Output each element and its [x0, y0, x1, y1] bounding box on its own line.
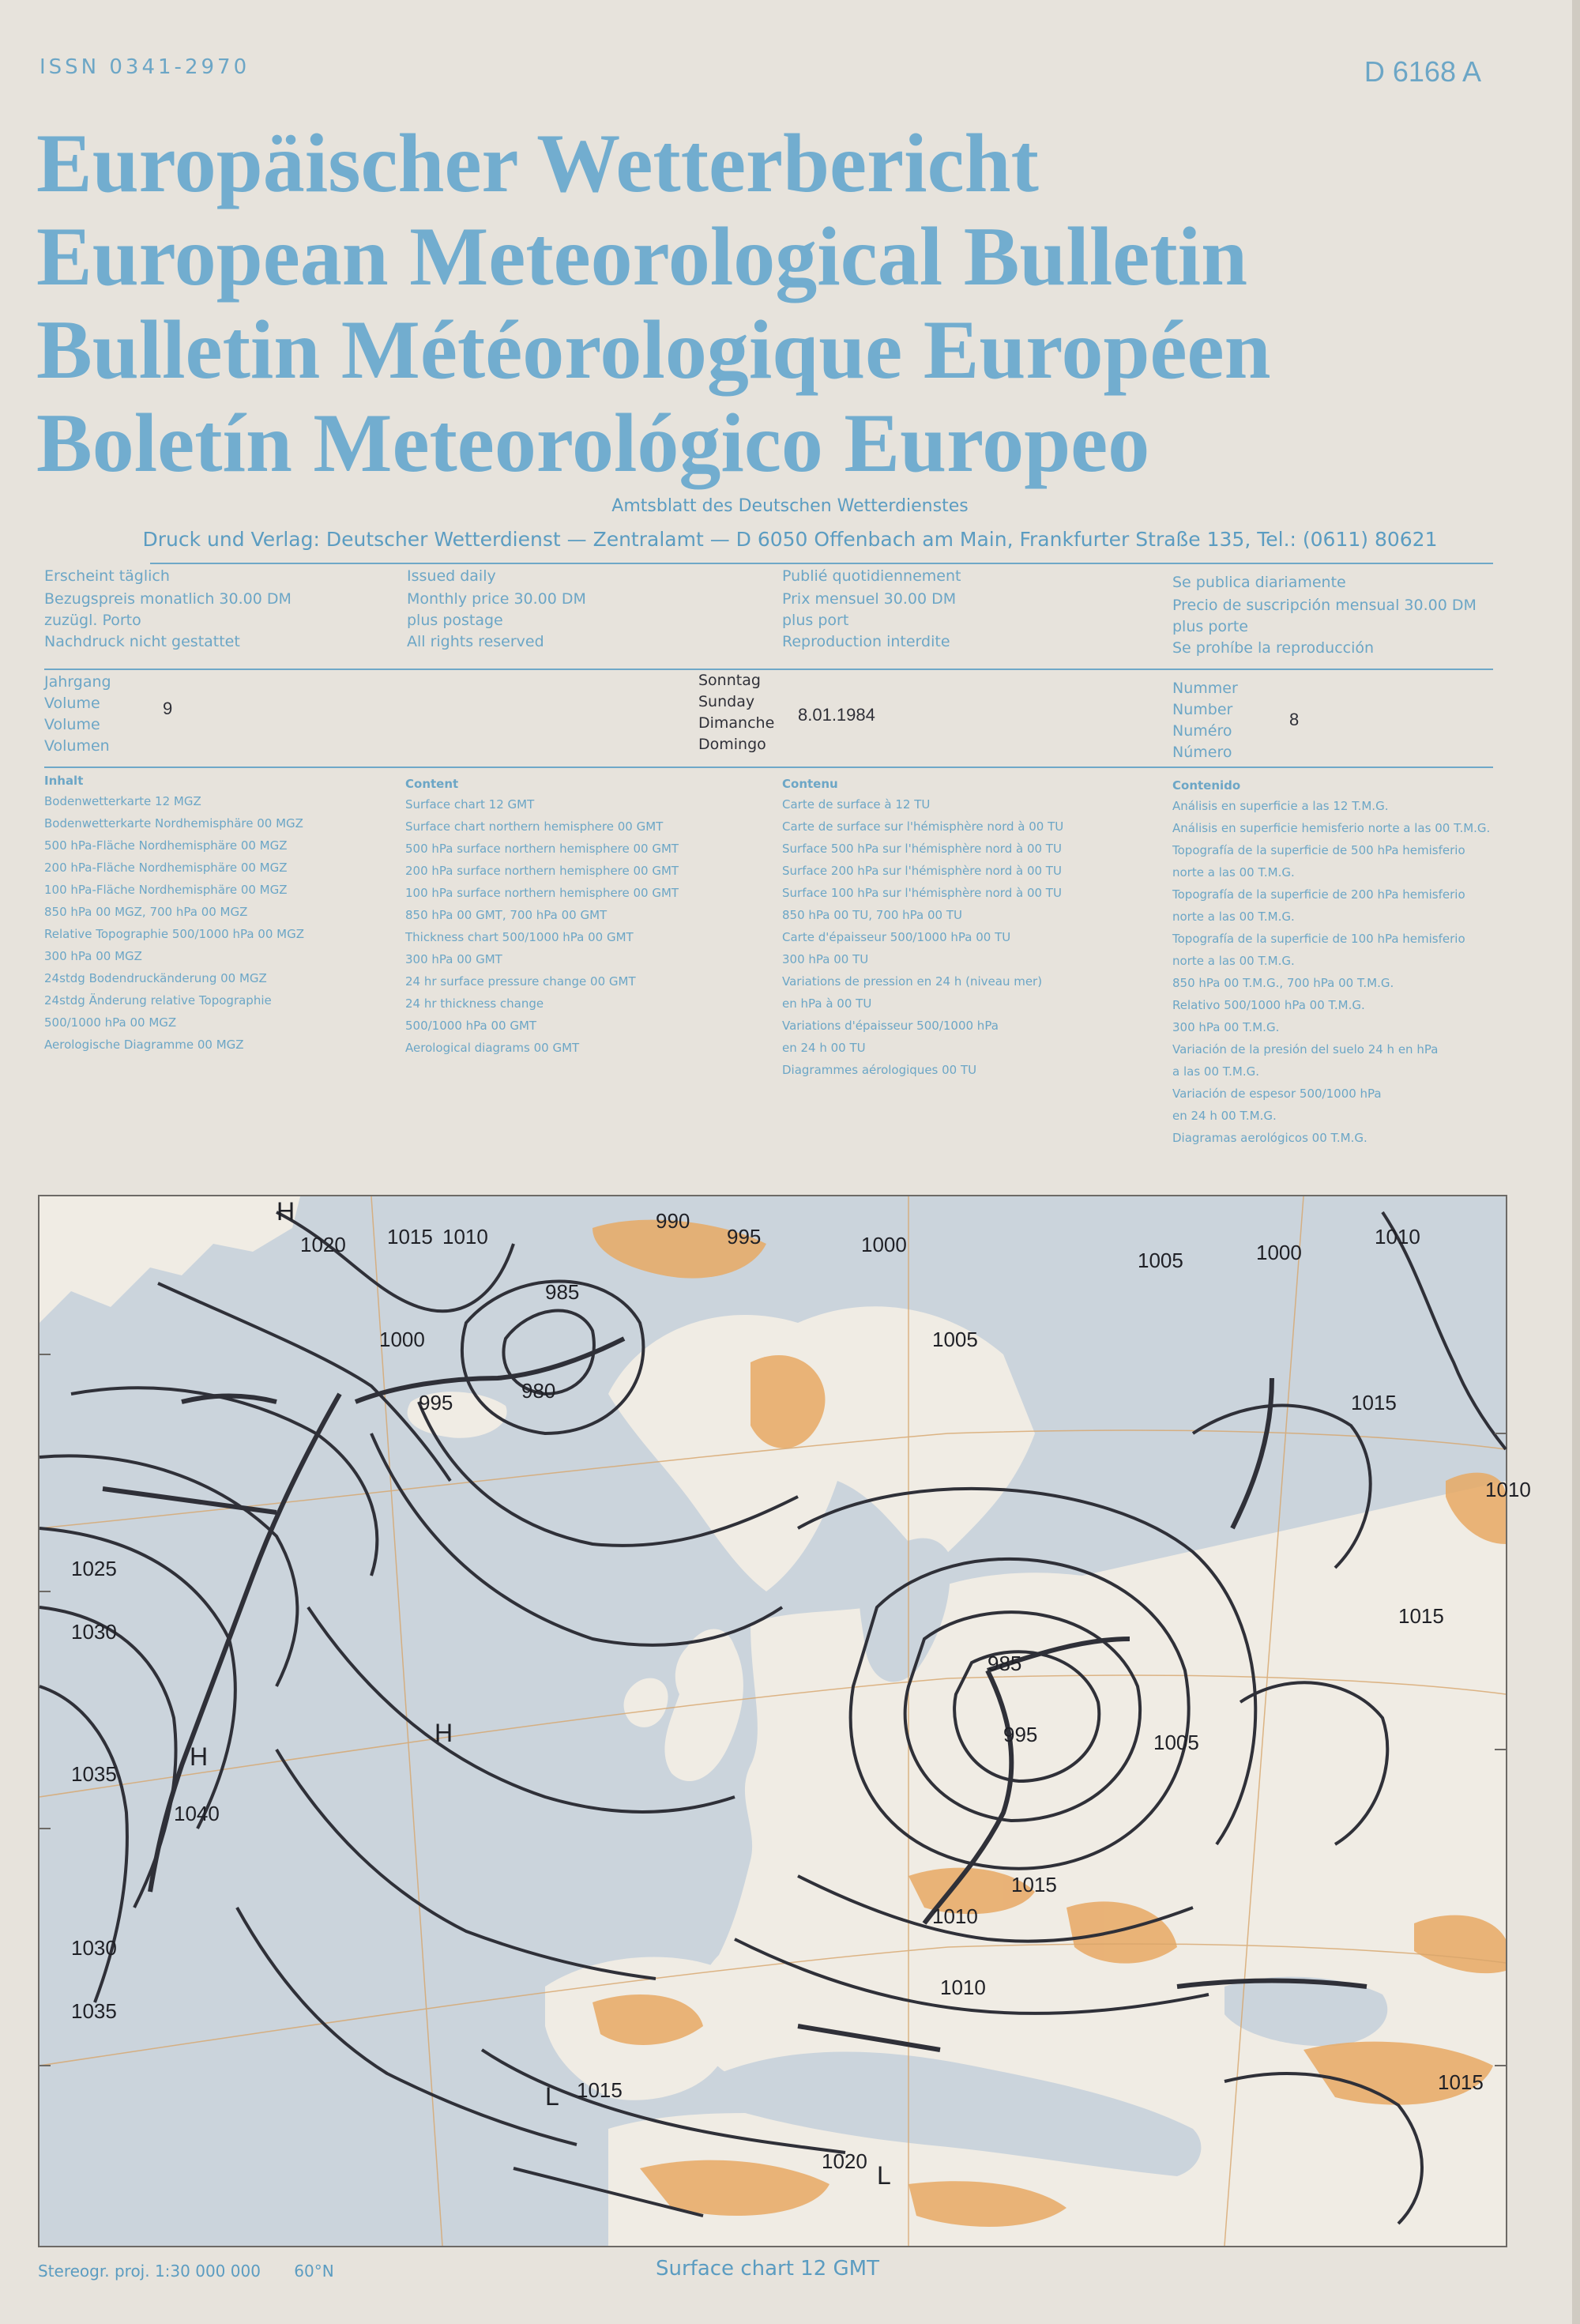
number-label: Número — [1172, 744, 1232, 761]
projection-label: Stereogr. proj. 1:30 000 000 — [38, 2262, 261, 2281]
isobar-label: 985 — [988, 1652, 1022, 1675]
doc-number: D 6168 A — [1364, 55, 1481, 88]
pubinfo-line: plus porte — [1172, 618, 1248, 635]
contents-item: norte a las 00 T.M.G. — [1172, 865, 1295, 880]
contents-item: Surface chart 12 GMT — [405, 797, 535, 812]
low-pressure-center: L — [877, 2161, 891, 2190]
contents-item: 24stdg Bodendruckänderung 00 MGZ — [44, 971, 267, 985]
isobar-line — [158, 1283, 450, 1481]
pubinfo-de — [44, 566, 292, 653]
cold-front — [1232, 1378, 1272, 1528]
contents-fr — [782, 776, 1153, 1084]
contents-item: 300 hPa 00 T.M.G. — [1172, 1020, 1280, 1034]
contents-item: 300 hPa 00 TU — [782, 952, 869, 966]
contents-item: Carte d'épaisseur 500/1000 hPa 00 TU — [782, 930, 1011, 944]
high-pressure-center: H — [276, 1197, 295, 1226]
title-german: Europäischer Wetterbericht — [36, 117, 1039, 209]
isobar-label: 985 — [545, 1280, 580, 1304]
title-english: European Meteorological Bulletin — [36, 210, 1248, 303]
contents-item: en 24 h 00 TU — [782, 1041, 866, 1055]
contents-item: Diagrammes aérologiques 00 TU — [782, 1063, 977, 1077]
isobar-label: 1000 — [379, 1328, 425, 1351]
high-pressure-center: H — [190, 1742, 209, 1771]
isobar-label: 1010 — [1485, 1478, 1531, 1501]
contents-item: Variación de espesor 500/1000 hPa — [1172, 1087, 1382, 1101]
isobar-label: 1025 — [71, 1557, 117, 1580]
isobar-label: 1010 — [442, 1225, 488, 1249]
isobar-label: 1040 — [174, 1802, 220, 1825]
volume-label: Volume — [44, 716, 100, 733]
pubinfo-line: Erscheint täglich — [44, 567, 170, 585]
contents-item: Surface 200 hPa sur l'hémisphère nord à 00 TU — [782, 864, 1062, 878]
contents-item: 850 hPa 00 MGZ, 700 hPa 00 MGZ — [44, 905, 248, 919]
isobar-label: 995 — [727, 1225, 762, 1249]
contents-heading: Contenu — [782, 777, 838, 791]
isobar-label: 1010 — [932, 1904, 978, 1928]
contents-item: 200 hPa surface northern hemisphere 00 GMT — [405, 864, 679, 878]
isobar-label: 995 — [1003, 1723, 1038, 1746]
contents-item: en 24 h 00 T.M.G. — [1172, 1109, 1277, 1123]
contents-item: 24 hr thickness change — [405, 996, 544, 1011]
pubinfo-line: zuzügl. Porto — [44, 612, 141, 629]
pubinfo-line: Reproduction interdite — [782, 633, 950, 650]
contents-item: 100 hPa surface northern hemisphere 00 GMT — [405, 886, 679, 900]
contents-item: Topografía de la superficie de 500 hPa hemisferio — [1172, 843, 1465, 857]
isobar-label: 1015 — [1398, 1604, 1444, 1628]
isobar-label: 1020 — [822, 2149, 867, 2173]
page-spine — [1572, 0, 1580, 2324]
contents-item: 24stdg Änderung relative Topographie — [44, 993, 272, 1008]
isobar-label: 1015 — [1351, 1391, 1397, 1414]
number-label: Number — [1172, 701, 1233, 718]
day-label: Domingo — [698, 736, 766, 753]
contents-item: 500 hPa-Fläche Nordhemisphäre 00 MGZ — [44, 838, 288, 853]
contents-item: Aerologische Diagramme 00 MGZ — [44, 1038, 244, 1052]
volume-label: Volumen — [44, 737, 110, 755]
amtsblatt-label: Amtsblatt des Deutschen Wetterdienstes — [611, 496, 969, 516]
day-label: Sonntag — [698, 672, 761, 689]
contents-item: Topografía de la superficie de 100 hPa hemisferio — [1172, 932, 1465, 946]
contents-item: Surface chart northern hemisphere 00 GMT — [405, 819, 664, 834]
day-label: Dimanche — [698, 714, 775, 732]
isobar-line — [71, 1388, 377, 1576]
isobar-line — [462, 1282, 643, 1434]
isobar-label: 1015 — [1011, 1873, 1057, 1896]
contents-item: 850 hPa 00 GMT, 700 hPa 00 GMT — [405, 908, 608, 922]
contents-item: Variación de la presión del suelo 24 h en hPa — [1172, 1042, 1439, 1057]
contents-item: en hPa à 00 TU — [782, 996, 872, 1011]
contents-item: Relativo 500/1000 hPa 00 T.M.G. — [1172, 998, 1365, 1012]
contents-item: Bodenwetterkarte Nordhemisphäre 00 MGZ — [44, 816, 303, 831]
map-caption: Surface chart 12 GMT — [656, 2257, 879, 2281]
isobar-label: 1000 — [1256, 1241, 1302, 1264]
isobar-label: 1010 — [940, 1976, 986, 1999]
low-pressure-center: L — [545, 2082, 559, 2111]
contents-item: Aerological diagrams 00 GMT — [405, 1041, 580, 1055]
cold-front — [103, 1489, 276, 1512]
isobar-label: 1035 — [71, 1999, 117, 2023]
contents-item: norte a las 00 T.M.G. — [1172, 910, 1295, 924]
isobar-label: 1015 — [387, 1225, 433, 1249]
contents-heading: Contenido — [1172, 778, 1241, 793]
contents-es — [1172, 778, 1504, 1152]
contents-item: Surface 500 hPa sur l'hémisphère nord à 00 TU — [782, 842, 1062, 856]
volume-label: Volume — [44, 695, 100, 712]
number-labels — [1172, 678, 1238, 763]
map-footer — [38, 2262, 334, 2281]
isobar-label: 1005 — [1153, 1731, 1199, 1754]
isobar-label: 990 — [656, 1209, 690, 1233]
surface-chart-map — [38, 1195, 1531, 2247]
isobar-line — [40, 1528, 235, 1829]
contents-item: Diagramas aerológicos 00 T.M.G. — [1172, 1131, 1367, 1145]
britain-land — [664, 1629, 743, 1782]
pubinfo-line: plus port — [782, 612, 849, 629]
contents-item: 850 hPa 00 T.M.G., 700 hPa 00 T.M.G. — [1172, 976, 1394, 990]
isobar-label: 1020 — [300, 1233, 346, 1256]
pubinfo-line: Bezugspreis monatlich 30.00 DM — [44, 590, 292, 608]
contents-item: Variations d'épaisseur 500/1000 hPa — [782, 1019, 999, 1033]
map-canvas — [40, 1196, 1531, 2246]
isobar-label: 1005 — [1138, 1249, 1183, 1272]
number-label: Nummer — [1172, 680, 1238, 697]
isobar-label: 1035 — [71, 1762, 117, 1786]
pubinfo-line: Publié quotidiennement — [782, 567, 961, 585]
contents-item: Thickness chart 500/1000 hPa 00 GMT — [405, 930, 634, 944]
ireland-land — [624, 1678, 668, 1727]
contents-item: Análisis en superficie hemisferio norte a las 00 T.M.G. — [1172, 821, 1491, 835]
divider — [44, 767, 1493, 768]
isobar-label: 980 — [521, 1379, 556, 1403]
contents-item: 500 hPa surface northern hemisphere 00 GMT — [405, 842, 679, 856]
contents-item: 500/1000 hPa 00 GMT — [405, 1019, 537, 1033]
pubinfo-line: All rights reserved — [407, 633, 544, 650]
pubinfo-line: Se publica diariamente — [1172, 574, 1346, 591]
pubinfo-line: Se prohíbe la reproducción — [1172, 639, 1375, 657]
isobar-label: 1015 — [577, 2078, 623, 2102]
issue-number: 8 — [1289, 710, 1300, 729]
isobar-label: 1030 — [71, 1936, 117, 1960]
contents-item: a las 00 T.M.G. — [1172, 1064, 1260, 1079]
contents-item: Carte de surface à 12 TU — [782, 797, 931, 812]
high-pressure-center: H — [434, 1719, 453, 1747]
latitude-label: 60°N — [294, 2262, 334, 2281]
contents-item: Relative Topographie 500/1000 hPa 00 MGZ — [44, 927, 304, 941]
isobar-label: 1015 — [1438, 2070, 1484, 2094]
contents-item: norte a las 00 T.M.G. — [1172, 954, 1295, 968]
pubinfo-line: Monthly price 30.00 DM — [407, 590, 586, 608]
issue-date: 8.01.1984 — [798, 705, 875, 725]
contents-item: 24 hr surface pressure change 00 GMT — [405, 974, 636, 989]
contents-item: 850 hPa 00 TU, 700 hPa 00 TU — [782, 908, 963, 922]
volume-value: 9 — [163, 699, 173, 718]
pubinfo-line: Nachdruck nicht gestattet — [44, 633, 240, 650]
number-label: Numéro — [1172, 722, 1232, 740]
divider — [150, 563, 1493, 564]
isobar-line — [308, 1607, 735, 1812]
pubinfo-line: plus postage — [407, 612, 503, 629]
title-french: Bulletin Météorologique Européen — [36, 303, 1271, 396]
contents-item: 500/1000 hPa 00 MGZ — [44, 1015, 177, 1030]
pubinfo-line: Prix mensuel 30.00 DM — [782, 590, 957, 608]
volume-labels — [44, 672, 111, 757]
contents-item: 300 hPa 00 GMT — [405, 952, 502, 966]
isobar-label: 1005 — [932, 1328, 978, 1351]
day-label: Sunday — [698, 693, 755, 710]
pubinfo-line: Precio de suscripción mensual 30.00 DM — [1172, 597, 1477, 614]
title-spanish: Boletín Meteorológico Europeo — [36, 397, 1150, 489]
pubinfo-en — [407, 566, 586, 653]
land-group — [40, 1196, 1506, 2246]
contents-en — [405, 776, 761, 1062]
contents-item: Variations de pression en 24 h (niveau mer) — [782, 974, 1043, 989]
contents-item: Bodenwetterkarte 12 MGZ — [44, 794, 201, 808]
publisher-line: Druck und Verlag: Deutscher Wetterdienst — Zentralamt — D 6050 Offenbach am Main, Frankfurter Straße 135, Tel.: (0611) 80621 — [142, 528, 1438, 551]
isobar-label: 1010 — [1375, 1225, 1420, 1249]
contents-item: 100 hPa-Fläche Nordhemisphäre 00 MGZ — [44, 883, 288, 897]
contents-item: 300 hPa 00 MGZ — [44, 949, 142, 963]
contents-item: Surface 100 hPa sur l'hémisphère nord à 00 TU — [782, 886, 1062, 900]
day-labels — [698, 670, 774, 755]
volume-label: Jahrgang — [44, 673, 111, 691]
pubinfo-es — [1172, 572, 1477, 659]
contents-item: Análisis en superficie a las 12 T.M.G. — [1172, 799, 1389, 813]
contents-heading: Inhalt — [44, 774, 84, 788]
contents-de — [44, 773, 392, 1059]
isobar-label: 1000 — [861, 1233, 907, 1256]
pubinfo-fr — [782, 566, 961, 653]
isobar-label: 995 — [419, 1391, 453, 1414]
pubinfo-line: Issued daily — [407, 567, 496, 585]
isobar-line — [276, 1750, 656, 1979]
contents-heading: Content — [405, 777, 459, 791]
issn-label: ISSN 0341-2970 — [40, 55, 250, 79]
contents-item: 200 hPa-Fläche Nordhemisphäre 00 MGZ — [44, 861, 288, 875]
contents-item: Topografía de la superficie de 200 hPa hemisferio — [1172, 887, 1465, 902]
title-block — [36, 117, 1506, 490]
isobar-label: 1030 — [71, 1620, 117, 1644]
contents-item: Carte de surface sur l'hémisphère nord à 00 TU — [782, 819, 1064, 834]
greenland-land — [40, 1196, 300, 1323]
isobar-line — [237, 1908, 577, 2145]
